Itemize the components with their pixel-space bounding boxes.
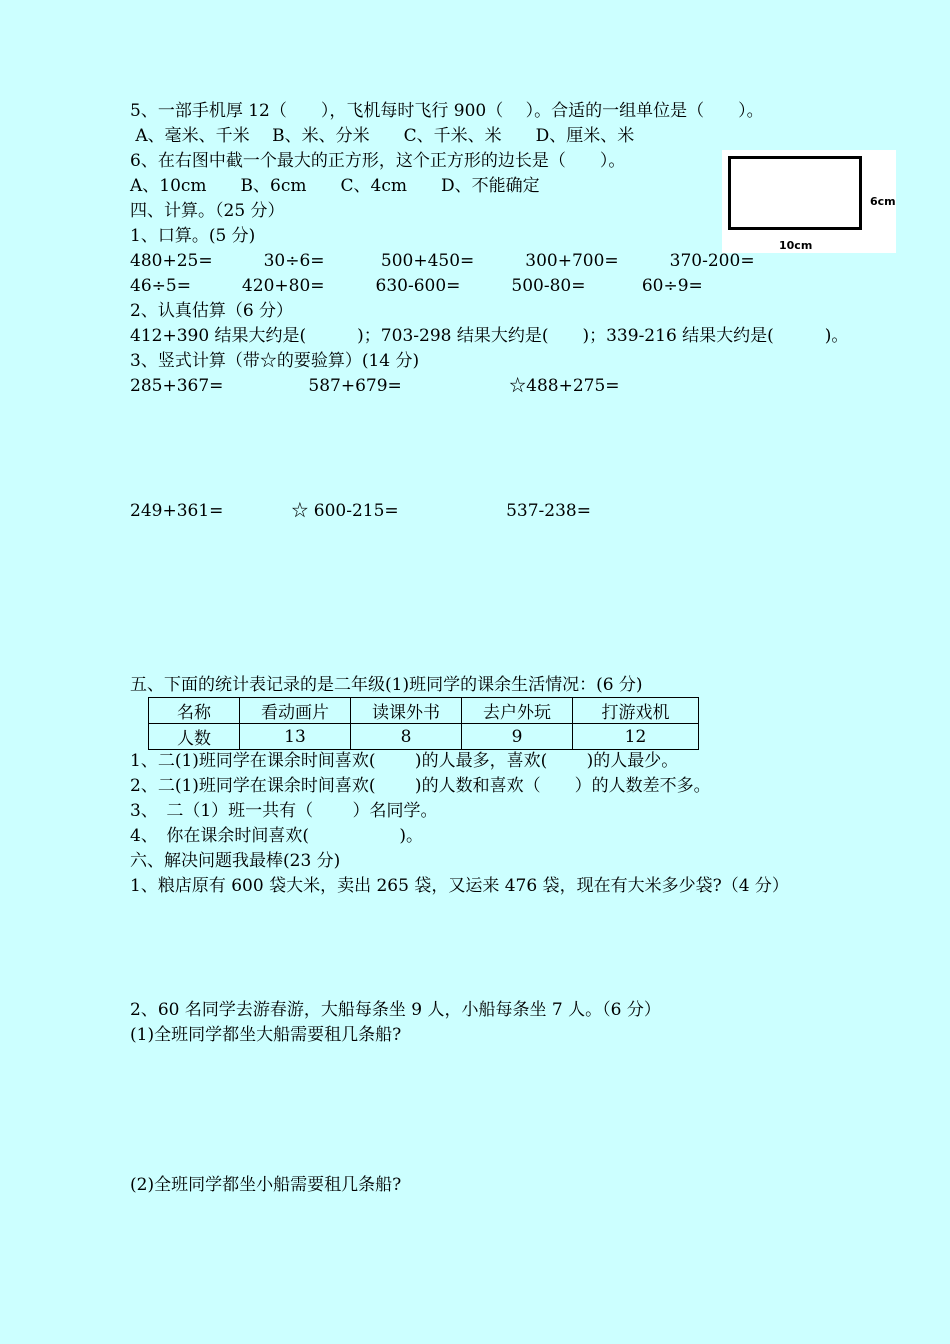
section-5-question-4: 4、 你在课余时间喜欢( )。 [130, 826, 423, 846]
table-cell: 12 [573, 724, 699, 750]
section-5-question-3: 3、 二（1）班一共有（ ）名同学。 [130, 801, 438, 821]
table-cell: 打游戏机 [573, 698, 699, 724]
table-cell: 13 [240, 724, 351, 750]
section-6-question-2b: (2)全班同学都坐小船需要租几条船? [130, 1175, 402, 1195]
section-6-question-1: 1、粮店原有 600 袋大米，卖出 265 袋，又运来 476 袋，现在有大米多少袋?（4 分） [130, 876, 789, 896]
table-cell: 8 [351, 724, 462, 750]
section-5-question-2: 2、二(1)班同学在课余时间喜欢( )的人数和喜欢（ ）的人数差不多。 [130, 776, 711, 796]
table-cell: 9 [462, 724, 573, 750]
section-6-question-2a: (1)全班同学都坐大船需要租几条船? [130, 1025, 402, 1045]
vertical-calc-row-1: 285+367= 587+679= ☆488+275= [130, 376, 620, 396]
estimate-questions: 412+390 结果大约是( )；703-298 结果大约是( )；339-216 结果大约是( )。 [130, 326, 849, 346]
question-5: 5、一部手机厚 12（ ），飞机每时飞行 900（ ）。合适的一组单位是（ ）。 [130, 101, 764, 121]
table-row [149, 724, 699, 750]
oral-calc-row-1: 480+25= 30÷6= 500+450= 300+700= 370-200= [130, 251, 755, 271]
rectangle-figure [722, 150, 896, 253]
width-label: 10cm [779, 239, 813, 252]
section-5-title: 五、下面的统计表记录的是二年级(1)班同学的课余生活情况：(6 分) [130, 675, 643, 695]
question-5-options: A、毫米、千米 B、米、分米 C、千米、米 D、厘米、米 [130, 126, 635, 146]
section-4-title: 四、计算。（25 分） [130, 201, 285, 221]
vertical-calc-row-2: 249+361= ☆ 600-215= 537-238= [130, 501, 591, 521]
table-cell: 读课外书 [351, 698, 462, 724]
table-cell: 去户外玩 [462, 698, 573, 724]
table-cell: 人数 [149, 724, 240, 750]
section-5-question-1: 1、二(1)班同学在课余时间喜欢( )的人最多，喜欢( )的人最少。 [130, 751, 679, 771]
height-label: 6cm [870, 195, 896, 208]
activity-stats-table [148, 697, 699, 750]
section-4-part-3: 3、竖式计算（带☆的要验算）(14 分) [130, 351, 420, 371]
table-header-row [149, 698, 699, 724]
section-6-question-2: 2、60 名同学去游春游，大船每条坐 9 人，小船每条坐 7 人。（6 分） [130, 1000, 661, 1020]
question-6: 6、在右图中截一个最大的正方形，这个正方形的边长是（ ）。 [130, 151, 626, 171]
rectangle-shape [728, 156, 862, 230]
oral-calc-row-2: 46÷5= 420+80= 630-600= 500-80= 60÷9= [130, 276, 703, 296]
table-cell: 名称 [149, 698, 240, 724]
section-4-part-1: 1、口算。(5 分) [130, 226, 256, 246]
section-6-title: 六、解决问题我最棒(23 分) [130, 851, 341, 871]
table-cell: 看动画片 [240, 698, 351, 724]
section-4-part-2: 2、认真估算（6 分） [130, 301, 294, 321]
question-6-options: A、10cm B、6cm C、4cm D、不能确定 [130, 176, 540, 196]
